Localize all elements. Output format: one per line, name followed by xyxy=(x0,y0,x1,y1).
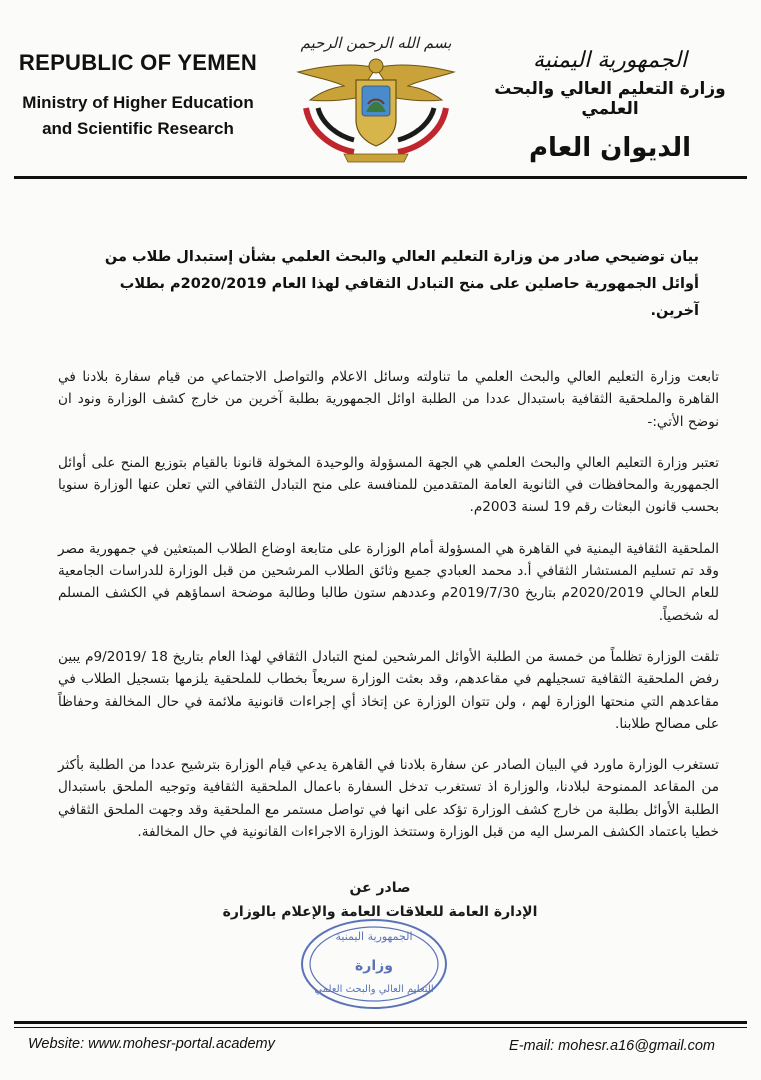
body-paragraph-5: تستغرب الوزارة ماورد في البيان الصادر عن سفارة بلادنا في القاهرة يدعي قيام الوزارة بترشيح عددا من الطلبة بأكثر من المقاعد الممنوحة لبلادنا، والوزارة اذ تستغرب تدخل السفارة باعمال الملحقية الثقافية وتوجيه الملحق باستبدال الطلبة الأوائل بطلبة من خارج كشف الوزارة تؤكد على انها في تواصل مستمر مع الملحقية وقد وجهت الملحق الثقافي خطيا باعتماد الكشف المرسل اليه من قبل الوزارة وستتخذ الوزارة الاجراءات القانونية في حال المخالفة. xyxy=(58,757,719,841)
ministry-name-en-line1: Ministry of Higher Education xyxy=(22,93,254,112)
issuing-department: الإدارة العامة للعلاقات العامة والإعلام بالوزارة xyxy=(222,904,538,920)
emblem-basmala: بسم الله الرحمن الرحيم xyxy=(300,34,452,52)
header-arabic xyxy=(475,48,745,163)
country-name-ar: الجمهورية اليمنية xyxy=(532,48,688,73)
letter-body xyxy=(58,366,719,862)
footer-website: Website: www.mohesr-portal.academy xyxy=(28,1036,275,1052)
body-paragraph-4: تلقت الوزارة تظلماً من خمسة من الطلبة الأوائل المرشحين لمنح التبادل الثقافي لهذا العام بتاريخ 18 /9/2019م يبين رفض الملحقية الثقافية تسجيلهم في مقاعدهم، وقد بعثت الوزارة سريعاً بخطاب للملحقية يلزمها بتسجيل الطلاب في مقاعدهم التي منحتها الوزارة لهم ، ولن تتوان الوزارة عن إتخاذ أي إجراءات قانونية ملائمة في حال المخالفة وحفاظاً على مصالح طلابنا. xyxy=(58,648,719,732)
office-name-ar: الديوان العام xyxy=(528,133,692,163)
body-paragraph-1: تابعت وزارة التعليم العالي والبحث العلمي ما تناولته وسائل الاعلام والتواصل الاجتماعي من قيام سفارة بلادنا في القاهرة والملحقية الثقافية باستبدال عددا من الطلبة اوائل الجمهورية بطلبة آخرين من خارج كشف الوزارة ونود ان نوضح الأتي:- xyxy=(58,369,719,430)
body-paragraph-2: تعتبر وزارة التعليم العالي والبحث العلمي هي الجهة المسؤولة والوحيدة المخولة قانونا بالقيام بتوزيع المنح على أوائل الجمهورية والمحافظات في الثانوية العامة المتقدمين للمنافسة على منح التبادل الثقافي التي تعلن عنها الوزارة سنويا بحسب قانون البعثات رقم 19 لسنة 2003م. xyxy=(58,454,719,516)
footer-divider-thick xyxy=(14,1021,747,1024)
header-divider xyxy=(14,176,747,179)
body-paragraph-3: الملحقية الثقافية اليمنية في القاهرة هي المسؤولة أمام الوزارة على متابعة اوضاع الطلاب المبتعثين في جمهورية مصر وقد تم تسليم المستشار الثقافي أ.د محمد العبادي جميع وثائق الطلاب المرشحين من قبل الوزارة للدراسات الجامعية للعام الحالي 2020/2019م بتاريخ 2019/7/30م وعددهم ستون طالبا وطالبة موضحة اسماؤهم في الكشف المسلم له شخصياً. xyxy=(58,540,719,624)
ministry-name-en-line2: and Scientific Research xyxy=(42,119,234,138)
country-name-en: REPUBLIC OF YEMEN xyxy=(18,50,258,75)
official-stamp-icon xyxy=(298,916,450,1012)
footer-email: E-mail: mohesr.a16@gmail.com xyxy=(509,1038,715,1054)
stamp-bottom-text: التعليم العالي والبحث العلمي xyxy=(314,984,434,995)
stamp-mid-text: وزارة xyxy=(355,958,393,974)
stamp-top-text: الجمهورية اليمنية xyxy=(335,930,413,943)
yemen-eagle-emblem-icon xyxy=(292,28,460,168)
header-english xyxy=(18,50,258,142)
letter-subject: بيان توضيحي صادر من وزارة التعليم العالي والبحث العلمي بشأن إستبدال طلاب من أوائل الجمهورية حاصلين على منح التبادل الثقافي لهذا العام 2020/2019م بطلاب آخرين. xyxy=(104,249,699,319)
ministry-name-ar: وزارة التعليم العالي والبحث العلمي xyxy=(494,79,726,119)
issued-by-label: صادر عن xyxy=(349,880,411,896)
footer-divider-thin xyxy=(14,1027,747,1028)
